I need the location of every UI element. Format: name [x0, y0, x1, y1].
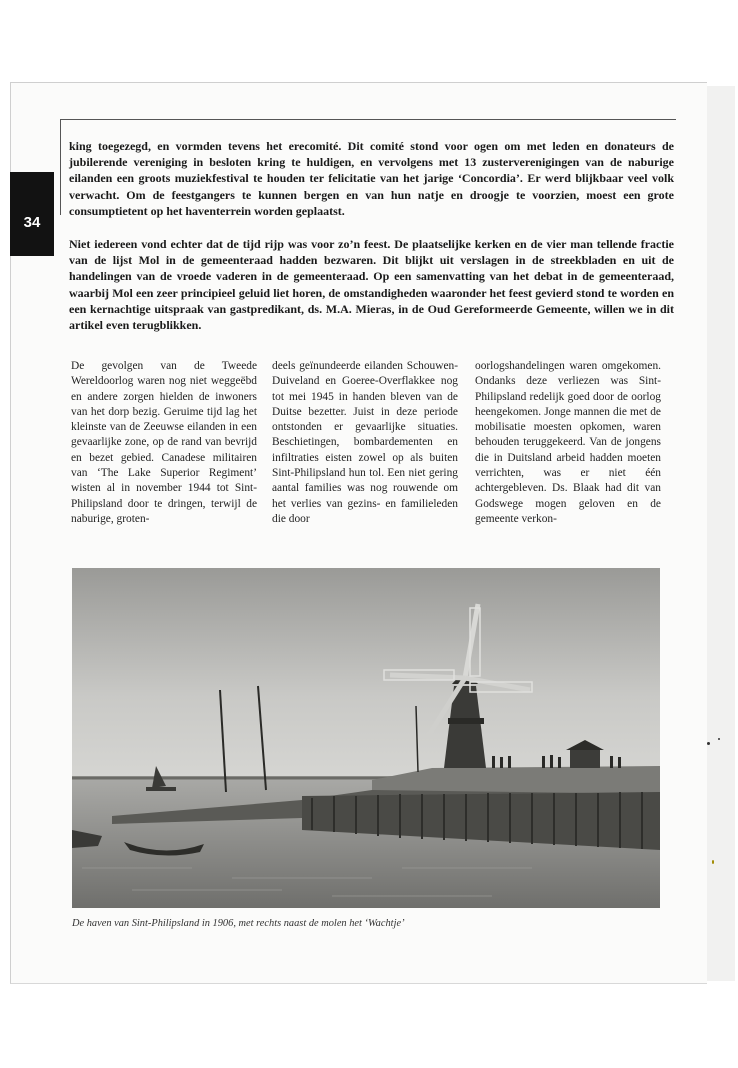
body-column-1: De gevolgen van de Tweede Wereldoorlog waren nog niet weggeëbd en andere zorgen hielden de inwoners van het dorp bezig. Geruime tijd lag het kleinste van de Zeeuwse eilanden in een gevaarlijke zone, op de rand van bevrijd en bezet gebied. Canadese militairen van ‘The Lake Superior Regiment’ wisten al in november 1944 tot Sint-Philipsland door te dringen, terwijl de naburige, groten-	[71, 360, 257, 525]
speck	[712, 860, 714, 864]
page-number: 34	[23, 214, 41, 231]
body-column-2: deels geïnundeerde eilanden Schouwen-Duiveland en Goeree-Overflakkee nog tot mei 1945 in handen bleven van de Duitse bezetter. Juist in deze periode ontstonden er gevaarlijke situaties. Beschietingen, bombardementen en infiltraties eisten zowel op als buiten Sint-Philipsland hun tol. Een niet gering aantal families was nog rouwende om het verlies van gezins- en familieleden die door	[272, 360, 458, 525]
header-rule	[60, 119, 676, 120]
photo-caption: De haven van Sint-Philipsland in 1906, met rechts naast de molen het ‘Wachtje’	[72, 918, 405, 929]
speck	[718, 738, 720, 740]
intro-paragraph: Niet iedereen vond echter dat de tijd rijp was voor zo’n feest. De plaatselijke kerken en de vier man tellende fractie van de lijst Mol in de gemeenteraad hadden bezwaren. Dit blijkt uit verslagen in de streekbladen en uit de handelingen van de vroede vaderen in de gemeenteraad. Op een samenvatting van het debat in de gemeenteraad, waarbij Mol een zeer principieel geluid liet horen, de omstandigheden waaronder het feest gevierd stond te worden en een kernachtige uitspraak van gastpredikant, ds. M.A. Mieras, in de Oud Gereformeerde Gemeente, willen we in dit artikel even terugblikken.	[69, 237, 674, 333]
page-edge	[706, 86, 735, 981]
speck	[707, 742, 710, 745]
body-column-3: oorlogshandelingen waren omgekomen. Ondanks deze verliezen was Sint-Philipsland redelijk goed door de oorlog heengekomen. Jonge mannen die met de mobilisatie moesten opkomen, waren behouden teruggekeerd. Van de jongens die in Duitsland arbeid hadden moeten verrichten, was er niet één achtergebleven. Ds. Blaak had dit van Godswege mogen geloven en de gemeente verkon-	[475, 360, 661, 525]
harbour-photo	[72, 568, 660, 908]
intro-paragraph: king toegezegd, en vormden tevens het erecomité. Dit comité stond voor ogen om met leden en donateurs de jubilerende vereniging in besloten kring te huldigen, en vervolgens met 13 zusterverenigingen van de naburige eilanden een groots muziekfestival te houden ter felicitatie van het jarige ‘Concordia’. Er werd blijkbaar veel volk verwacht. Om de feestgangers te kunnen bergen en van hun natje en droogje te voorzien, moest een grote consumptietent op het haventerrein worden geplaatst.	[69, 139, 674, 218]
wachtje-house	[570, 750, 600, 768]
margin-rule	[60, 119, 61, 215]
